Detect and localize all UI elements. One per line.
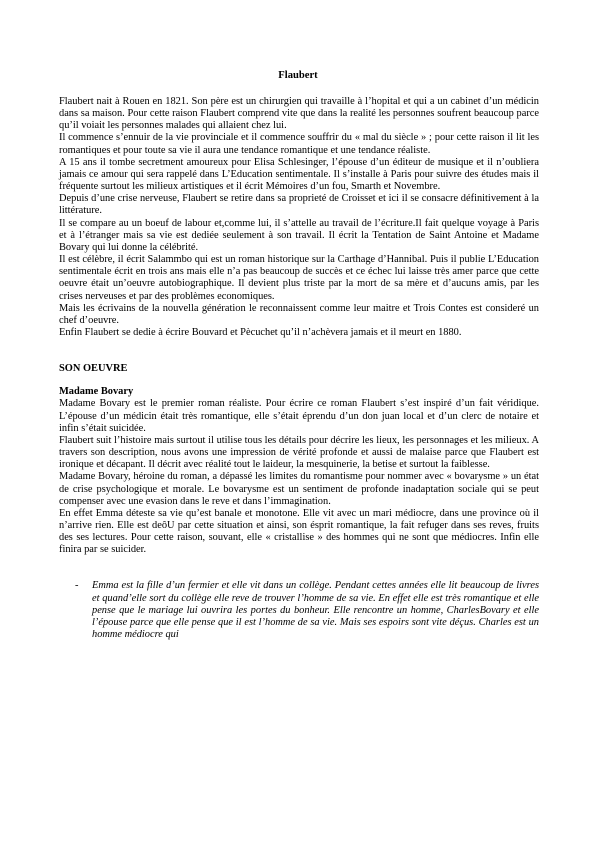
bullet-text: Emma est la fille d’un fermier et elle vit dans un collège. Pendant cettes années elle lit beaucoup de livres et quand’elle sort du collège elle reve de trouver l’homme de sa vie. En effet elle est très romantique et elle pense que le mariage lui ouvrira les portes du bonheur. Elle rencontre un homme, CharlesBovary et elle l’épouse parce que elle pense que il est l’homme de sa vie. Mais ses espoirs sont vite déçus. Charles est un homme médiocre qui [92,580,539,641]
bio-paragraph: Flaubert nait à Rouen en 1821. Son père est un chirurgien qui travaille à l’hopital et qui a un cabinet d’un médicin dans sa maison. Pour cette raison Flaubert comprend vite que dans la realité les personnes soufrent beaucoup parce qu’il voiait les personnes malades qui allaient chez lui. [59,96,539,132]
subsection-heading: Madame Bovary [59,386,134,398]
bio-paragraph: Enfin Flaubert se dedie à écrire Bouvard et Pècuchet qu’il n’achèvera jamais et il meurt en 1880. [59,326,462,338]
oeuvre-paragraph: Flaubert suit l’histoire mais surtout il utilise tous les détails pour décrire les lieux, les personnages et les milieux. A travers son description, nous avons une impression de vérité profonde et aussi de malaise parce que Flaubert est ironique et décapant. Il décrit avec réalité tout le laideur, la mesquinerie, la betise et surtout la faiblesse. [59,434,539,471]
bio-paragraph: Mais les écrivains de la nouvella génération le reconnaissent comme leur maitre et Trois Contes est consideré un chef d’oeuvre. [59,302,539,326]
bio-paragraph: A 15 ans il tombe secretment amoureux pour Elisa Schlesinger, l’épouse d’un éditeur de musique et il n’oubliera jamais ce amour qui sera rappelé dans L’Education sentimentale. Il s’installe à Paris pour suivre des études mais il fréquente surtout les milieux artistiques et il écrit Mémoires d’un fou, Smarth et Novembre. [59,156,539,193]
bullet-item [59,580,539,641]
bio-paragraph: Depuis d’une crise nerveuse, Flaubert se retire dans sa proprieté de Croisset et ici il se consacre définitivement à la littérature. [59,193,539,217]
document-body [59,96,539,641]
bio-paragraph: Il commence s’ennuir de la vie provinciale et il commence souffrir du « mal du siècle » ; pour cette raison il lit les romantiques et pour toute sa vie il aura une tendance romantique et une tendance réaliste. [59,132,539,156]
section-heading: SON OEUVRE [59,363,128,375]
bullet-marker: - [75,580,79,592]
oeuvre-paragraph: En effet Emma déteste sa vie qu’est banale et monotone. Elle vit avec un mari médiocre, dans une province où il n’arrive rien. Elle est deôU par cette situation et ainsi, son ésprit romantique, la fait refuger dans ses reves, fruits des ses lectures. Pour cette raison, souvant, elle « cristallise » des hommes qui ne sont que médiocres. Infin elle finira par se suicider. [59,507,539,556]
bio-paragraph: Il est célèbre, il écrit Salammbo qui est un roman historique sur la Carthage d’Hannibal. Puis il publie L’Education sentimentale écrit en trois ans mais elle n’a pas beaucoup de succès et ce échec lui laisse très amer parce que cette oeuvre était un’oeuvre autobiographique. Il devient plus triste par la mort de sa mère et d’aucuns amis, par les crises nerveuses et par des problèmes economiques. [59,254,539,302]
page-title: Flaubert [278,70,318,81]
bio-paragraph: Il se compare au un boeuf de labour et,comme lui, il s’attelle au travail de l’écriture.Il fait quelque voyage à Paris et à l’étranger mais sa vie est dediée seulement à son travail. Il écrit la Tentation de Saint Antoine et Madame Bovary qui lui donne la célébrité. [59,217,539,253]
oeuvre-paragraph: Madame Bovary est le premier roman réaliste. Pour écrire ce roman Flaubert s’est inspiré d’un fait véridique. L’épouse d’un médicin était très romantique, elle s’était éprendu d’un don juan local et d’un clerc de notaire et infin s’était suicidée. [59,398,539,434]
oeuvre-paragraph: Madame Bovary, héroine du roman, a dépassé les limites du romantisme pour nommer avec « bovarysme » un état de crise psychologique et morale. Le bovarysme est un sentiment de profonde inadaptation sociale qui se peut compenser avec une evasion dans le reve et dans l’immagination. [59,471,539,507]
